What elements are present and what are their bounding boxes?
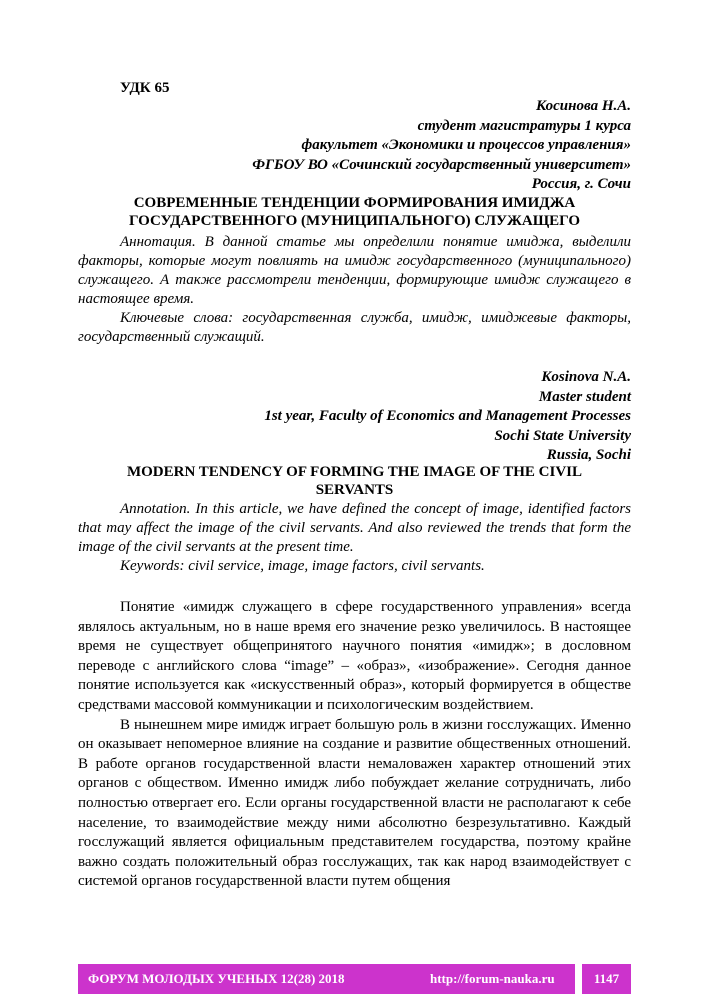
en-author-status: Master student xyxy=(538,388,631,405)
ru-author-university: ФГБОУ ВО «Сочинский государственный университет» xyxy=(252,156,631,173)
footer-banner xyxy=(78,964,575,994)
body-paragraph-1: Понятие «имидж служащего в сфере государственного управления» всегда являлось актуальным, но в наше время его значение резко увеличилось. В настоящее время не существует общепринятого научного понятия «имидж»; в дословном переводе с английского слова “image” – «образ», «изображение». Сегодня данное понятие используется как «искусственный образ», который формируется в обществе средствами массовой коммуникации и психологическим воздействием. xyxy=(78,599,631,713)
ru-article-title xyxy=(78,195,631,230)
ru-keywords: Ключевые слова: государственная служба, имидж, имиджевые факторы, государственный служащий. xyxy=(78,310,631,345)
en-annotation: Annotation. In this article, we have defined the concept of image, identified factors that may affect the image of the civil servants. And also reviewed the trends that form the image of the civil servants at the present time. xyxy=(78,501,631,555)
ru-annotation: Аннотация. В данной статье мы определили понятие имиджа, выделили факторы, которые могут повлиять на имидж государственного (муниципального) служащего. А также рассмотрели тенденции, формирующие имидж служащего в настоящее время. xyxy=(78,234,631,307)
ru-title-line-2: ГОСУДАРСТВЕННОГО (МУНИЦИПАЛЬНОГО) СЛУЖАЩЕГО xyxy=(128,212,581,229)
en-author-name: Kosinova N.A. xyxy=(541,369,631,385)
footer-url[interactable]: http://forum-nauka.ru xyxy=(430,971,555,986)
en-title-line-1: MODERN TENDENCY OF FORMING THE IMAGE OF THE CIVIL xyxy=(126,464,583,480)
en-abstract xyxy=(78,500,631,576)
en-keywords: Keywords: civil service, image, image factors, civil servants. xyxy=(120,558,485,574)
body-paragraph-2: В нынешнем мире имидж играет большую роль в жизни госслужащих. Именно он оказывает непомерное влияние на создание и развитие общественных отношений. В работе органов государственной власти немаловажен характер отношений этих органов с обществом. Именно имидж либо побуждает желание сотрудничать, либо полностью отвергает его. Если органы государственной власти не располагают к себе население, то взаимодействие между ними абсолютно безрезультативно. Каждый госслужащий является официальным представителем государства, поэтому крайне важно создать положительный образ госслужащих, так как народ взаимодействует с системой органов государственной власти путем общения xyxy=(78,716,631,890)
ru-author-location: Россия, г. Сочи xyxy=(531,176,631,192)
footer-journal: ФОРУМ МОЛОДЫХ УЧЕНЫХ 12(28) 2018 xyxy=(88,971,345,986)
article-body xyxy=(78,598,631,892)
ru-author-name: Косинова Н.А. xyxy=(536,98,631,114)
en-author-faculty: 1st year, Faculty of Economics and Management Processes xyxy=(264,408,631,424)
udk-code: УДК 65 xyxy=(120,80,170,96)
ru-author-block xyxy=(78,97,631,195)
en-title-line-2: SERVANTS xyxy=(315,481,394,498)
ru-abstract xyxy=(78,233,631,347)
en-article-title xyxy=(78,464,631,499)
ru-title-line-1: СОВРЕМЕННЫЕ ТЕНДЕНЦИИ ФОРМИРОВАНИЯ ИМИДЖА xyxy=(133,195,576,211)
en-author-university: Sochi State University xyxy=(494,427,631,444)
footer-page-number: 1147 xyxy=(582,964,631,994)
en-author-block xyxy=(78,368,631,466)
en-author-location: Russia, Sochi xyxy=(546,447,631,463)
ru-author-status: студент магистратуры 1 курса xyxy=(417,117,631,134)
ru-author-faculty: факультет «Экономики и процессов управления» xyxy=(301,137,631,153)
